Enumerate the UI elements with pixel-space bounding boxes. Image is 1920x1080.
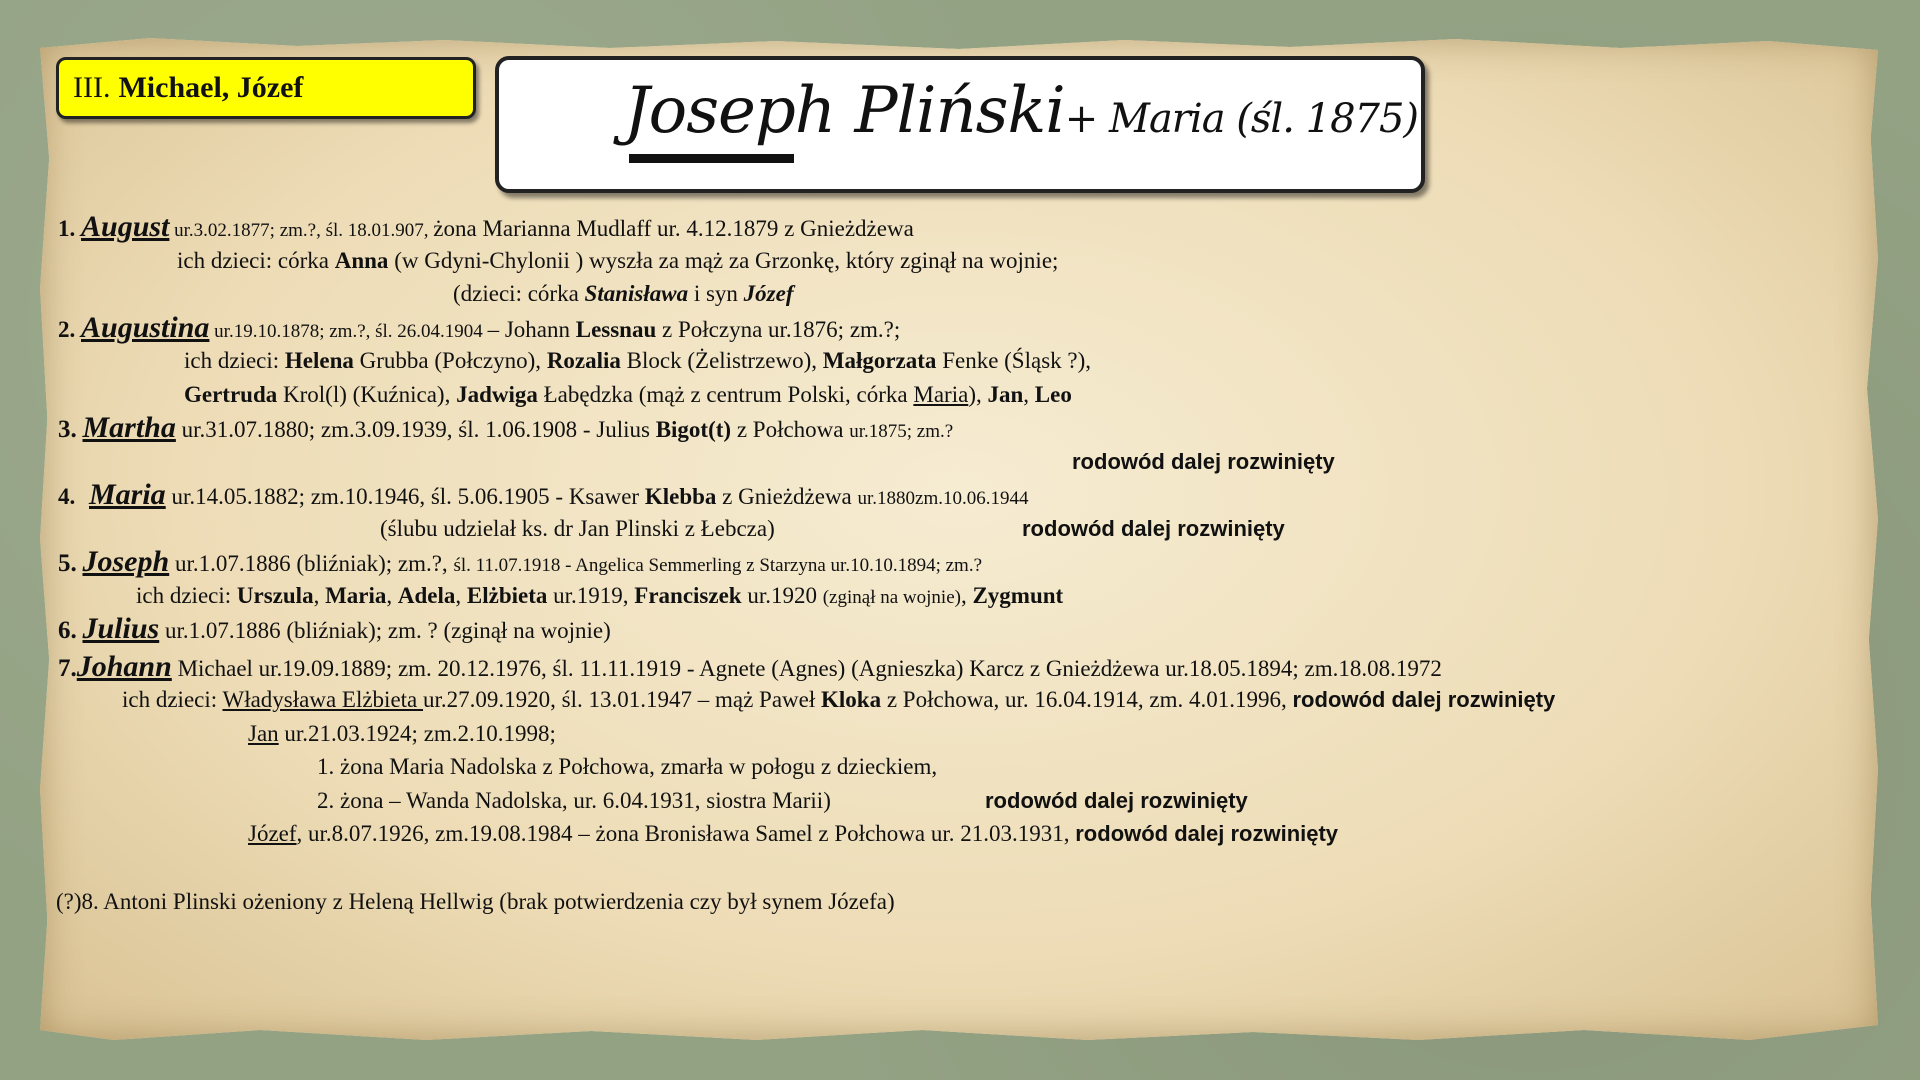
entry-1-line-1 xyxy=(56,210,1886,244)
entry-dates: Michael ur.19.09.1889; zm. 20.12.1976, śl. 11.11.1919 - Agnete (Agnes) (Agnieszka) Karcz z Gnieżdżewa ur.18.05.1894; zm.18.08.1972 xyxy=(171,655,1442,681)
entry-dates: ur.31.07.1880; zm.3.09.1939, śl. 1.06.1908 - Julius xyxy=(175,417,656,442)
child-details: Fenke (Śląsk ?), xyxy=(936,348,1092,373)
entry-number: 3. xyxy=(58,416,77,443)
entry-number: 2. xyxy=(58,316,76,342)
child-name: Adela xyxy=(397,582,456,608)
children-label: ich dzieci: xyxy=(184,348,285,373)
entry-7-line-5 xyxy=(56,784,1886,818)
child-sep: , xyxy=(455,582,467,608)
spouse-dates: ur.1875; zm.? xyxy=(849,421,954,442)
entry-dates: ur.14.05.1882; zm.10.1946, śl. 5.06.1905 - Ksawer xyxy=(165,484,645,509)
entry-number: 5. xyxy=(58,550,77,577)
child-name: Anna xyxy=(334,247,389,273)
child-name: Małgorzata xyxy=(822,348,937,373)
entry-4-line-2 xyxy=(56,512,1886,546)
entry-7-line-2 xyxy=(56,683,1886,717)
continued-note: rodowód dalej rozwinięty xyxy=(1292,687,1556,712)
entry-note: (ślubu udzielał ks. dr Jan Plinski z Łebcza) xyxy=(380,515,775,541)
child-details: Block (Żelistrzewo), xyxy=(620,348,823,373)
child-details: (w Gdyni-Chylonii ) wyszła za mąż za Grzonkę, który zginął na wojnie; xyxy=(388,247,1059,273)
title-last-name: Pliński xyxy=(835,74,1065,148)
entry-number: 1. xyxy=(58,216,76,241)
child-sep: , xyxy=(386,582,398,608)
spouse-surname: Bigot(t) xyxy=(655,417,732,442)
entry-number: 6. xyxy=(58,617,77,644)
entry-name: Augustina xyxy=(81,310,210,344)
entry-number: 4. xyxy=(58,484,76,509)
entry-8-line-1 xyxy=(56,885,1886,919)
spouse-surname: Kloka xyxy=(821,687,882,712)
entry-spouse: śl. 11.07.1918 - Angelica Semmerling z Starzyna xyxy=(453,555,831,576)
grandchild-name: Józef xyxy=(743,281,794,306)
section-label xyxy=(56,57,476,119)
child-details: z Połchowa, ur. 16.04.1914, zm. 4.01.1996, xyxy=(881,687,1293,712)
entry-name: Joseph xyxy=(82,545,170,578)
spouse-details: z Gnieżdżewa xyxy=(716,484,858,509)
spouse-details: 2. żona – Wanda Nadolska, ur. 6.04.1931, siostra Marii) xyxy=(317,787,831,813)
child-name: Władysława Elżbieta xyxy=(222,687,424,712)
continued-note: rodowód dalej rozwinięty xyxy=(985,787,1248,813)
entry-2-line-3 xyxy=(56,378,1886,412)
grandchild-name: Stanisława xyxy=(584,281,689,306)
child-name: Urszula xyxy=(236,582,314,608)
title-underline xyxy=(629,154,794,163)
spouse-details: 1. żona Maria Nadolska z Połchowa, zmarła w połogu z dzieckiem, xyxy=(317,754,938,779)
genealogy-list xyxy=(56,210,1886,918)
child-details: ur.1919, xyxy=(547,582,635,608)
entry-2-line-1 xyxy=(56,311,1886,345)
child-sep: , xyxy=(960,582,973,608)
entry-7-line-4 xyxy=(56,750,1886,784)
section-names: Michael, Józef xyxy=(118,71,304,104)
entry-5-line-2 xyxy=(56,579,1886,613)
entry-note: (?)8. Antoni Plinski ożeniony z Heleną Hellwig (brak potwierdzenia czy był synem Józefa) xyxy=(56,888,895,914)
entry-name: August xyxy=(81,210,170,243)
entry-name: Johann xyxy=(76,649,172,683)
spouse-dates: ur.10.10.1894; zm.? xyxy=(830,555,982,576)
entry-spouse: – Johann xyxy=(487,316,576,342)
child-name: Zygmunt xyxy=(972,582,1064,608)
entry-3-line-2 xyxy=(56,445,1886,479)
entry-number: 7. xyxy=(58,654,77,682)
entry-2-line-2 xyxy=(56,344,1886,378)
child-details: ur.1920 xyxy=(741,582,823,608)
page-title xyxy=(624,74,1418,148)
continued-note: rodowód dalej rozwinięty xyxy=(1022,515,1285,541)
title-box xyxy=(495,56,1425,193)
spouse-details: z Połchowa xyxy=(731,417,850,442)
entry-dates: ur.1.07.1886 (bliźniak); zm.?, xyxy=(169,551,454,576)
child-details: (zginął na wojnie) xyxy=(822,586,961,608)
child-sep: , xyxy=(1023,381,1035,407)
child-details: ur.27.09.1920, śl. 13.01.1947 – mąż Paweł xyxy=(423,687,822,712)
child-name: Rozalia xyxy=(546,348,621,373)
entry-6-line-1 xyxy=(56,612,1886,646)
child-name: Franciszek xyxy=(634,582,742,608)
child-name: Maria xyxy=(325,582,387,608)
spouse-surname: Lessnau xyxy=(575,316,657,342)
entry-7-line-3 xyxy=(56,717,1886,751)
spouse-surname: Klebba xyxy=(644,484,717,509)
entry-dates: ur.19.10.1878; zm.?, śl. 26.04.1904 xyxy=(209,320,488,342)
children-label: ich dzieci: xyxy=(122,687,223,712)
entry-name: Julius xyxy=(82,612,160,645)
spouse-dates: ur.1880zm.10.06.1944 xyxy=(857,488,1029,509)
child-name: Jan xyxy=(987,381,1024,407)
child-name: Gertruda xyxy=(184,381,278,407)
child-name: Leo xyxy=(1034,381,1072,407)
child-name: Jadwiga xyxy=(456,381,538,407)
entry-dates: ur.3.02.1877; zm.?, śl. 18.01.907, xyxy=(169,220,434,241)
entry-1-line-3 xyxy=(56,277,1886,311)
child-name: Jan xyxy=(248,720,279,746)
title-spouse: + Maria (śl. 1875) xyxy=(1064,96,1419,142)
entry-4-line-1 xyxy=(56,478,1886,512)
entry-5-line-1 xyxy=(56,545,1886,579)
child-details: Grubba (Połczyno), xyxy=(353,348,547,373)
child-details: ur.21.03.1924; zm.2.10.1998; xyxy=(278,720,556,746)
grandchild-name: Maria xyxy=(913,381,969,407)
child-name: Józef xyxy=(248,821,297,846)
entry-3-line-1 xyxy=(56,411,1886,445)
entry-dates: ur.1.07.1886 (bliźniak); zm. ? (zginął na wojnie) xyxy=(159,618,611,643)
grandchildren-label: (dzieci: córka xyxy=(453,281,585,306)
child-details: , ur.8.07.1926, zm.19.08.1984 – żona Bronisława Samel z Połchowa ur. 21.03.1931, xyxy=(296,821,1076,846)
entry-7-line-1 xyxy=(56,650,1886,684)
child-name: Helena xyxy=(284,348,354,373)
grandchild-sep: i syn xyxy=(688,281,744,306)
entry-1-line-2 xyxy=(56,244,1886,278)
child-sep: , xyxy=(313,582,326,608)
entry-7-line-6 xyxy=(56,817,1886,851)
continued-note: rodowód dalej rozwinięty xyxy=(1075,821,1339,846)
continued-note: rodowód dalej rozwinięty xyxy=(1072,448,1335,474)
title-first-name: Joseph xyxy=(624,74,836,148)
child-details: Łabędzka (mąż z centrum Polski, córka xyxy=(537,381,914,407)
children-label: ich dzieci: córka xyxy=(177,247,335,273)
child-details: ), xyxy=(968,381,988,407)
child-details: Krol(l) (Kuźnica), xyxy=(277,381,457,407)
entry-name: Maria xyxy=(89,478,166,511)
child-name: Elżbieta xyxy=(466,582,548,608)
entry-name: Martha xyxy=(82,411,176,444)
children-label: ich dzieci: xyxy=(136,582,237,608)
section-number: III. xyxy=(73,71,111,104)
spouse-details: z Połczyna ur.1876; zm.?; xyxy=(656,316,901,342)
entry-spouse: żona Marianna Mudlaff ur. 4.12.1879 z Gnieżdżewa xyxy=(433,216,914,241)
